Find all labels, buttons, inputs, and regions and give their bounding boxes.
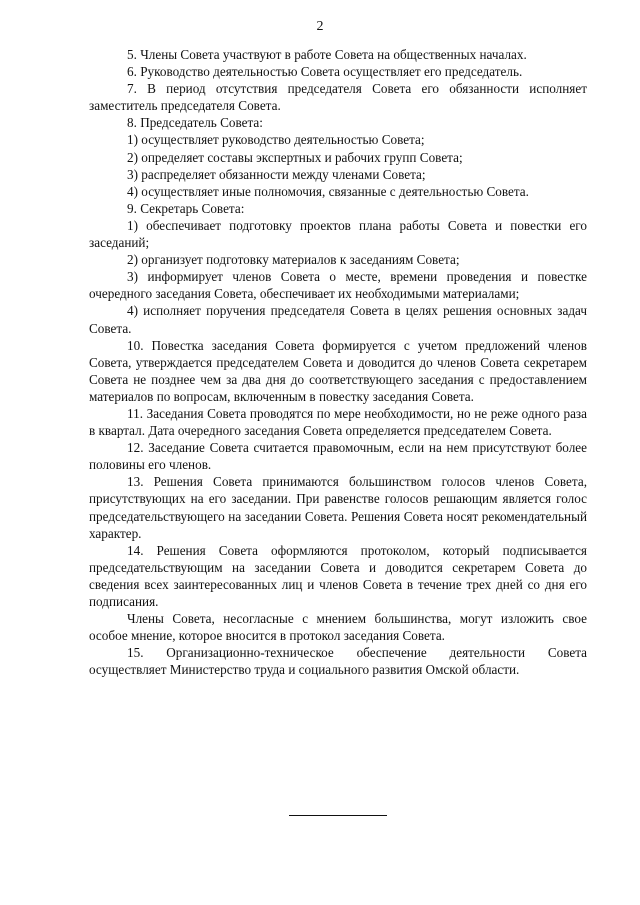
paragraph-9-item-2: 2) организует подготовку материалов к заседаниям Совета; — [127, 252, 460, 268]
paragraph-13: 13. Решения Совета принимаются большинством голосов членов Совета, присутствующих на его заседании. При равенстве голосов решающим является голос председательствующего на заседании Совета. Решения Совета носят рекомендательный характер. — [89, 474, 587, 541]
paragraph-15: 15. Организационно-техническое обеспечение деятельности Совета осуществляет Министерство труда и социального развития Омской области. — [89, 645, 587, 678]
paragraph-9-item-1: 1) обеспечивает подготовку проектов плана работы Совета и повестки его заседаний; — [89, 217, 587, 251]
page-number: 2 — [316, 19, 324, 34]
document-body — [89, 46, 587, 678]
paragraph-7: 7. В период отсутствия председателя Совета его обязанности исполняет заместитель председателя Совета. — [89, 81, 587, 114]
paragraph-9-heading: 9. Секретарь Совета: — [127, 200, 245, 216]
paragraph-8-item-3: 3) распределяет обязанности между членами Совета; — [127, 166, 426, 182]
paragraph-14: 14. Решения Совета оформляются протоколом, который подписывается председательствующим на заседании Совета и доводится секретарем Совета до сведения всех заинтересованных лиц и членов Совета в течение трех дней со дня его подписания. — [89, 542, 587, 609]
paragraph-5: 5. Члены Совета участвуют в работе Совета на общественных началах. — [127, 47, 527, 62]
paragraph-8-item-4: 4) осуществляет иные полномочия, связанные с деятельностью Совета. — [127, 183, 529, 199]
paragraph-11: 11. Заседания Совета проводятся по мере необходимости, но не реже одного раза в квартал. Дата очередного заседания Совета определяется председателем Совета. — [89, 405, 587, 439]
paragraph-12: 12. Заседание Совета считается правомочным, если на нем присутствуют более половины его членов. — [89, 440, 587, 473]
closing-divider-line — [289, 815, 387, 816]
paragraph-10: 10. Повестка заседания Совета формируется с учетом предложений членов Совета, утверждается председателем Совета и доводится до членов Совета секретарем Совета не позднее чем за два дня до соответствующего заседания с предоставлением материалов по вопросам, включенным в повестку заседания Совета. — [89, 337, 587, 404]
paragraph-6: 6. Руководство деятельностью Совета осуществляет его председатель. — [127, 64, 523, 80]
paragraph-8-item-1: 1) осуществляет руководство деятельностью Совета; — [127, 132, 425, 148]
paragraph-9-item-3: 3) информирует членов Совета о месте, времени проведения и повестке очередного заседания Совета, обеспечивает их необходимыми материалами; — [89, 269, 587, 302]
paragraph-8-item-2: 2) определяет составы экспертных и рабочих групп Совета; — [127, 149, 463, 165]
paragraph-9-item-4: 4) исполняет поручения председателя Совета в целях решения основных задач Совета. — [89, 303, 587, 336]
paragraph-8-heading: 8. Председатель Совета: — [127, 115, 263, 131]
paragraph-14-note: Члены Совета, несогласные с мнением большинства, могут изложить свое особое мнение, которое вносится в протокол заседания Совета. — [89, 611, 587, 644]
